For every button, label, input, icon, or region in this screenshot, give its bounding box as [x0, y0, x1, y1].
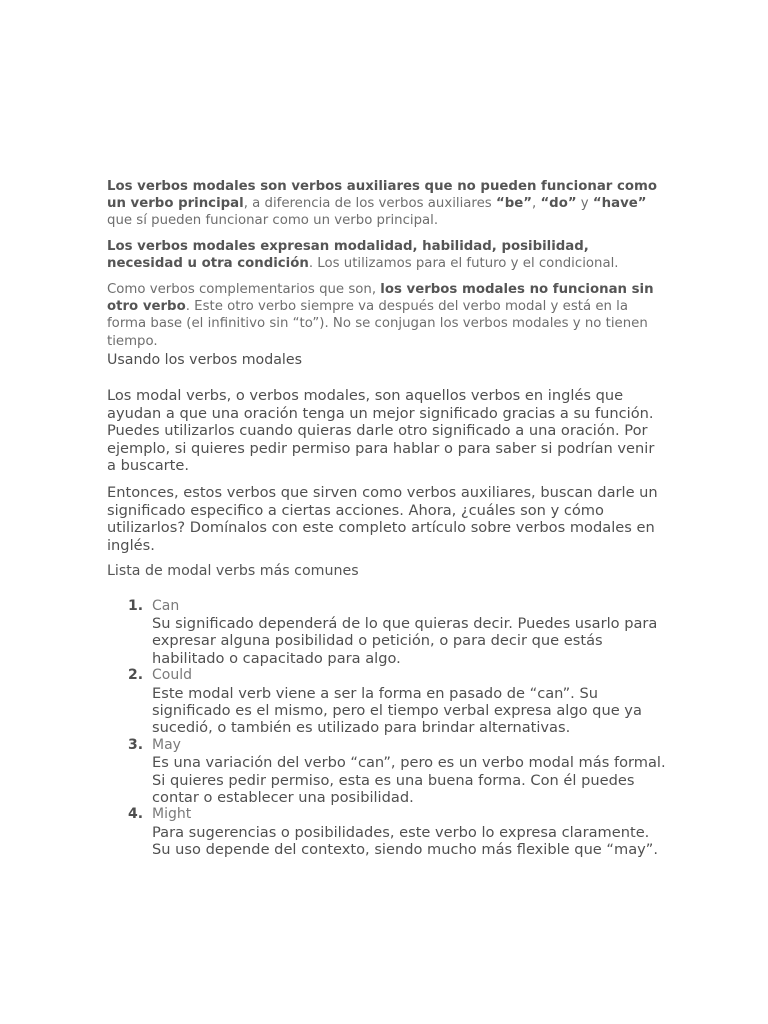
bold-text: Los verbos modales expresan modalidad, habilidad, posibilidad, necesidad u otra condición — [107, 238, 589, 271]
bold-text: “have” — [592, 196, 647, 212]
modal-verb-term: Could — [152, 667, 192, 684]
list-number: 1. — [128, 597, 144, 614]
text: y — [576, 196, 593, 212]
list-item — [128, 806, 667, 859]
modal-verb-term: May — [152, 736, 181, 753]
text: que sí pueden funcionar como un verbo principal. — [107, 213, 439, 229]
modal-verb-term: Might — [152, 806, 192, 823]
list-number: 4. — [128, 806, 144, 823]
definition-paragraph: Los modal verbs, o verbos modales, son aquellos verbos en inglés que ayudan a que una oración tenga un mejor significado gracias a su función. Puedes utilizarlos cuando quieras darle otro significado a una oración. Por ejemplo, si quieres pedir permiso para hablar o para saber si podrían venir a buscarte. — [107, 387, 655, 475]
list-item — [128, 597, 667, 668]
bold-text: los verbos modales no funcionan sin otro verbo — [107, 282, 654, 315]
document-page — [107, 178, 667, 859]
list-item — [128, 736, 667, 807]
modal-verb-description: Para sugerencias o posibilidades, este verbo lo expresa claramente. Su uso depende del contexto, siendo mucho más flexible que “may”. — [152, 823, 658, 859]
bold-text: Los verbos modales son verbos auxiliares que no pueden funcionar como un verbo principal — [107, 179, 657, 212]
section-heading: Usando los verbos modales — [107, 351, 302, 368]
list-heading: Lista de modal verbs más comunes — [107, 563, 359, 580]
bold-text: “do” — [540, 196, 577, 212]
modality-paragraph — [107, 238, 667, 272]
text: . Este otro verbo siempre va después del verbo modal y está en la forma base (el infinitivo sin “to”). No se conjugan los verbos modales y no tienen tiempo. — [107, 299, 648, 349]
explanation-paragraph: Entonces, estos verbos que sirven como verbos auxiliares, buscan darle un significado especifico a ciertas acciones. Ahora, ¿cuáles son y cómo utilizarlos? Domínalos con este completo artículo sobre verbos modales en inglés. — [107, 484, 658, 554]
list-item — [128, 667, 667, 737]
text: Como verbos complementarios que son, — [107, 282, 381, 298]
modal-verb-description: Es una variación del verbo “can”, pero es un verbo modal más formal. Si quieres pedir permiso, esta es una buena forma. Con él puedes contar o establecer una posibilidad. — [152, 754, 666, 807]
modal-verbs-list — [107, 598, 667, 859]
complement-paragraph — [107, 281, 667, 350]
text: . Los utilizamos para el futuro y el condicional. — [308, 255, 619, 271]
text: , a diferencia de los verbos auxiliares — [243, 196, 496, 212]
modal-verb-term: Can — [152, 597, 180, 614]
intro-paragraph — [107, 178, 667, 230]
list-number: 2. — [128, 667, 144, 684]
list-number: 3. — [128, 736, 144, 753]
modal-verb-description: Este modal verb viene a ser la forma en pasado de “can”. Su significado es el mismo, pero el tiempo verbal expresa algo que ya sucedió, o también es utilizado para brindar alternativas. — [152, 684, 642, 737]
bold-text: “be” — [495, 196, 532, 212]
text: , — [531, 196, 541, 212]
modal-verb-description: Su significado dependerá de lo que quieras decir. Puedes usarlo para expresar alguna posibilidad o petición, o para decir que estás habilitado o capacitado para algo. — [152, 614, 658, 667]
